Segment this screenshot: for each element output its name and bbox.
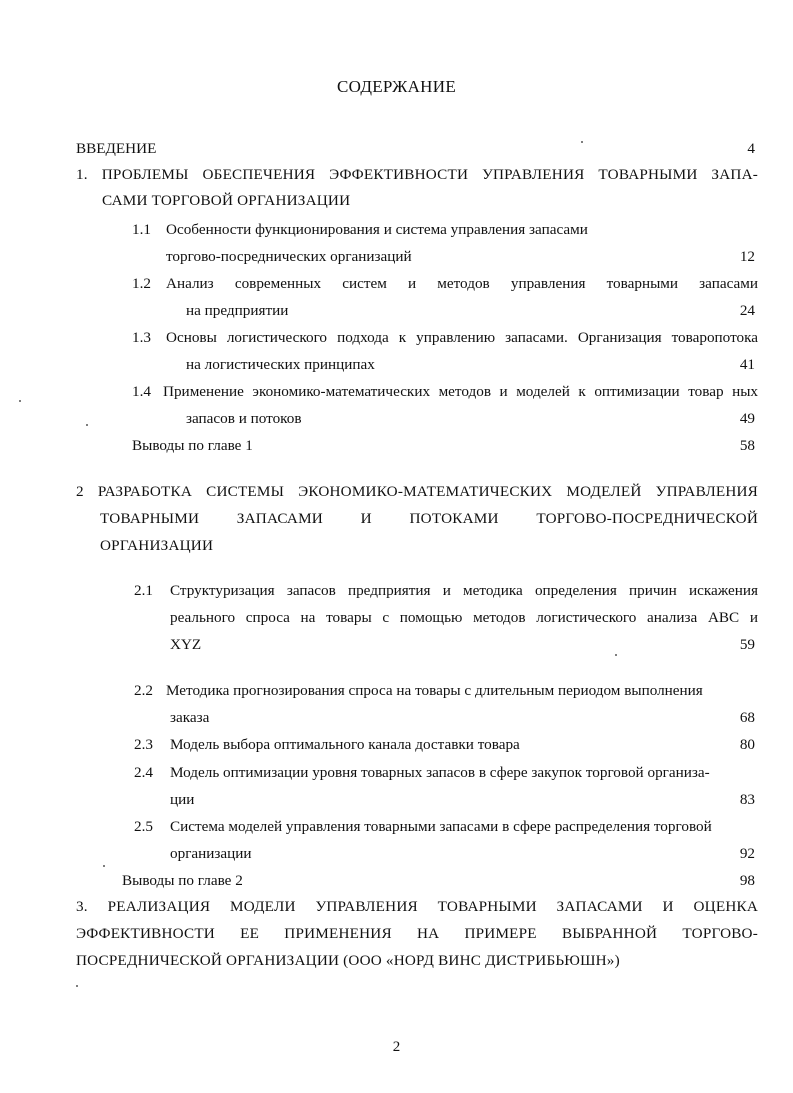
toc-section-title: Модель оптимизации уровня товарных запасов в сфере закупок торговой организа- (170, 764, 710, 781)
toc-section-page: 83 (739, 791, 755, 808)
toc-section-title: Система моделей управления товарными запасами в сфере распределения торговой (170, 818, 712, 835)
page-number: 2 (392, 1039, 401, 1055)
toc-section-number: 2.1 (134, 582, 153, 599)
toc-section-number: 1.3 (132, 329, 151, 346)
toc-section-number: 2.2 (134, 682, 153, 699)
toc-section-title: Модель выбора оптимального канала доставки товара (170, 736, 520, 753)
toc-intro-label: ВВЕДЕНИЕ (76, 140, 157, 157)
toc-section-title: Основы логистического подхода к управлению запасами. Организация товаропотока (166, 329, 758, 346)
toc-chapter2-title-cont: ТОВАРНЫМИ ЗАПАСАМИ И ПОТОКАМИ ТОРГОВО-ПОСРЕДНИЧЕСКОЙ (100, 510, 758, 527)
toc-section-number: 1.4 (132, 383, 151, 400)
toc-section-title-cont: на предприятии (186, 302, 289, 319)
toc-chapter2-title: 2 РАЗРАБОТКА СИСТЕМЫ ЭКОНОМИКО-МАТЕМАТИЧЕСКИХ МОДЕЛЕЙ УПРАВЛЕНИЯ (76, 483, 758, 500)
toc-chapter1-title-cont: САМИ ТОРГОВОЙ ОРГАНИЗАЦИИ (102, 192, 351, 209)
scan-speck (19, 400, 21, 402)
toc-section-number: 2.5 (134, 818, 153, 835)
toc-section-title-cont: заказа (170, 709, 210, 726)
toc-conclusions-label: Выводы по главе 2 (122, 872, 243, 889)
toc-section-title: Применение экономико-математических методов и моделей к оптимизации товар ных (163, 383, 758, 400)
toc-section-page: 80 (739, 736, 755, 753)
toc-section-title: Структуризация запасов предприятия и методика определения причин искажения (170, 582, 758, 599)
toc-section-title: Анализ современных систем и методов управления товарными запасами (166, 275, 758, 292)
toc-section-number: 2.4 (134, 764, 153, 781)
toc-chapter3-title-cont: ЭФФЕКТИВНОСТИ ЕЕ ПРИМЕНЕНИЯ НА ПРИМЕРЕ ВЫБРАННОЙ ТОРГОВО- (76, 925, 758, 942)
toc-chapter3-title-cont: ПОСРЕДНИЧЕСКОЙ ОРГАНИЗАЦИИ (ООО «НОРД ВИНС ДИСТРИБЬЮШН») (76, 952, 620, 969)
toc-section-page: 49 (739, 410, 755, 427)
toc-section-title-cont: на логистических принципах (186, 356, 375, 373)
scan-speck (615, 654, 617, 656)
toc-conclusions-page: 98 (739, 872, 755, 889)
page-title: СОДЕРЖАНИЕ (336, 77, 457, 96)
scan-speck (581, 141, 583, 143)
toc-section-page: 59 (739, 636, 755, 653)
toc-section-number: 1.1 (132, 221, 151, 238)
toc-section-title-cont: торгово-посреднических организаций (166, 248, 412, 265)
toc-intro-page: 4 (747, 140, 755, 157)
scan-speck (76, 985, 78, 987)
scan-speck (103, 865, 105, 867)
toc-section-page: 68 (739, 709, 755, 726)
toc-section-title: Методика прогнозирования спроса на товары с длительным периодом выполнения (166, 682, 703, 699)
toc-section-title-cont: XYZ (170, 636, 202, 653)
toc-section-page: 41 (739, 356, 755, 373)
toc-chapter2-title-cont: ОРГАНИЗАЦИИ (100, 537, 214, 554)
toc-conclusions-page: 58 (739, 437, 755, 454)
toc-conclusions-label: Выводы по главе 1 (132, 437, 253, 454)
toc-section-number: 1.2 (132, 275, 151, 292)
toc-section-title-cont: реального спроса на товары с помощью методов логистического анализа АВС и (170, 609, 758, 626)
toc-chapter1-title: 1. ПРОБЛЕМЫ ОБЕСПЕЧЕНИЯ ЭФФЕКТИВНОСТИ УПРАВЛЕНИЯ ТОВАРНЫМИ ЗАПА- (76, 166, 758, 183)
toc-section-title-cont: организации (170, 845, 252, 862)
scan-speck (86, 424, 88, 426)
toc-section-title: Особенности функционирования и система управления запасами (166, 221, 588, 238)
toc-section-page: 92 (739, 845, 755, 862)
toc-section-page: 24 (739, 302, 755, 319)
toc-section-title-cont: запасов и потоков (186, 410, 302, 427)
toc-section-title-cont: ции (170, 791, 195, 808)
toc-section-page: 12 (739, 248, 755, 265)
toc-chapter3-title: 3. РЕАЛИЗАЦИЯ МОДЕЛИ УПРАВЛЕНИЯ ТОВАРНЫМИ ЗАПАСАМИ И ОЦЕНКА (76, 898, 758, 915)
toc-section-number: 2.3 (134, 736, 153, 753)
